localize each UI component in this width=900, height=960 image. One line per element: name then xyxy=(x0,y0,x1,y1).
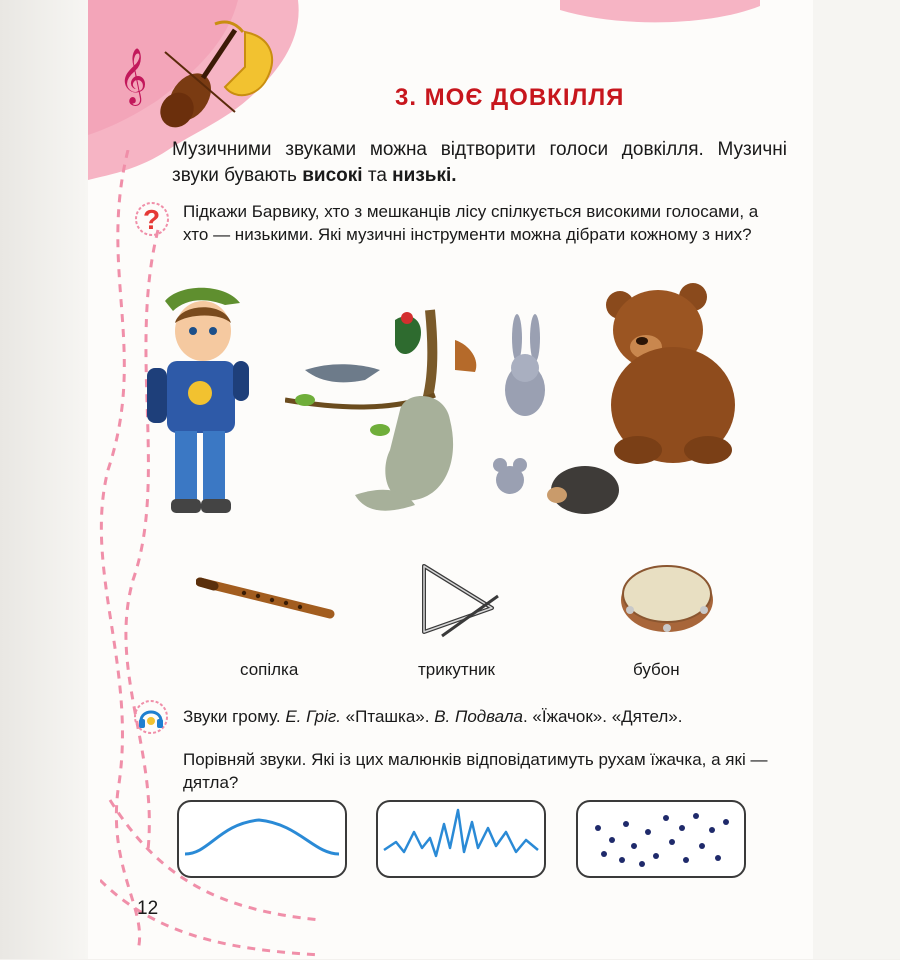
zigzag-wave-box xyxy=(376,800,546,878)
flute-icon xyxy=(196,576,336,620)
page-title: 3. МОЄ ДОВКІЛЛЯ xyxy=(395,84,625,111)
smooth-wave-icon xyxy=(179,802,345,876)
triangle-icon xyxy=(412,560,502,640)
caption-triangle: трикутник xyxy=(418,660,495,679)
listening-works-hedgehog-woodpecker: . «Їжачок». «Дятел». xyxy=(522,707,683,726)
intro-paragraph xyxy=(172,137,787,189)
zigzag-wave-icon xyxy=(378,802,544,876)
dots-pattern-box xyxy=(576,800,746,878)
smooth-wave-box xyxy=(177,800,347,878)
book-spine xyxy=(0,0,88,959)
listening-prefix: Звуки грому. xyxy=(183,707,286,726)
dots-pattern-icon xyxy=(578,802,744,876)
intro-bold-high: високі xyxy=(302,165,363,186)
listening-author-grieg: Е. Гріг. xyxy=(285,707,341,726)
bear-illustration xyxy=(598,275,743,470)
intro-text-1: Музичними звуками можна відтворити голоси довкілля. Музичні звуки бувають xyxy=(172,139,787,186)
svg-text:?: ? xyxy=(143,204,161,235)
forest-animals-illustration xyxy=(285,300,625,525)
page-edge xyxy=(813,0,900,959)
question-text: Підкажи Барвику, хто з мешканців лісу спілкується високими голосами, а хто — низькими. Які музичні інструменти можна дібрати кожному з них? xyxy=(183,202,759,244)
caption-tambourine: бубон xyxy=(633,660,680,679)
svg-text:𝄞: 𝄞 xyxy=(119,48,148,104)
boy-barvyk-illustration xyxy=(145,283,255,523)
intro-bold-low: низькі. xyxy=(392,165,457,186)
caption-flute: сопілка xyxy=(240,660,299,679)
violin-saxophone-illustration xyxy=(115,12,295,132)
pink-top-decoration xyxy=(560,0,760,28)
tambourine-icon xyxy=(612,560,722,640)
comparison-question: Порівняй звуки. Які із цих малюнків відповідатимуть рухам їжачка, а які — дятла? xyxy=(183,750,768,792)
page-number: 12 xyxy=(137,898,159,919)
question-icon xyxy=(134,199,170,239)
listening-work-bird: «Пташка». xyxy=(340,707,435,726)
listening-text xyxy=(183,707,682,727)
headphones-icon xyxy=(133,699,169,735)
listening-author-podvala: В. Подвала xyxy=(434,707,523,726)
intro-text-2: та xyxy=(362,165,393,186)
